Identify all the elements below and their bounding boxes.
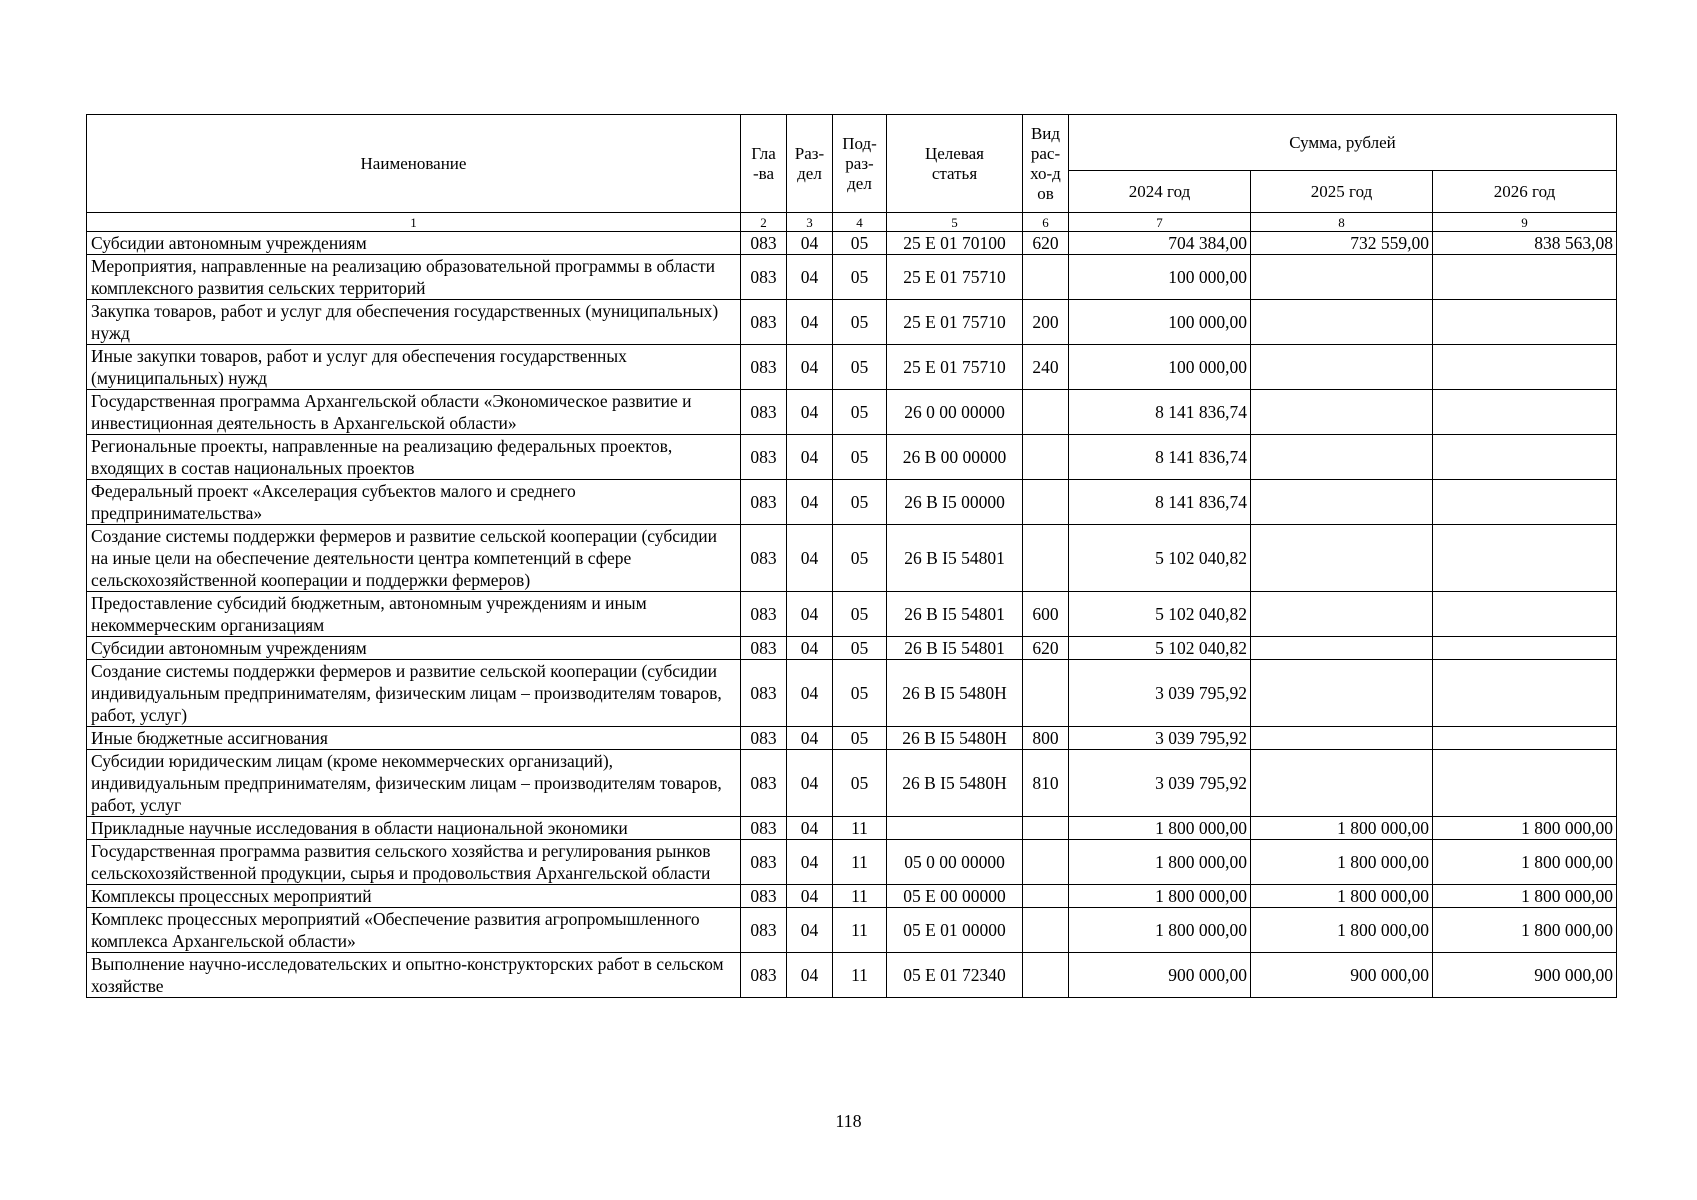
row-name: Мероприятия, направленные на реализацию образовательной программы в области комплексного развития сельских территорий [87,255,741,300]
row-target-article: 26 В 00 00000 [887,435,1023,480]
row-glava: 083 [741,390,787,435]
column-number: 2 [741,213,787,232]
row-sum-2025: 900 000,00 [1251,953,1433,998]
row-expense-type: 800 [1023,727,1069,750]
row-expense-type [1023,908,1069,953]
row-sum-2024: 100 000,00 [1069,255,1251,300]
column-number: 6 [1023,213,1069,232]
row-sum-2026: 900 000,00 [1433,953,1617,998]
table-row [87,637,1617,660]
header-name: Наименование [87,115,741,213]
table-row [87,908,1617,953]
row-glava: 083 [741,255,787,300]
row-target-article: 25 Е 01 75710 [887,255,1023,300]
row-name: Комплексы процессных мероприятий [87,885,741,908]
row-podrazdel: 05 [833,435,887,480]
table-row [87,390,1617,435]
row-sum-2024: 5 102 040,82 [1069,525,1251,592]
row-podrazdel: 11 [833,840,887,885]
row-name: Государственная программа Архангельской области «Экономическое развитие и инвестиционная деятельность в Архангельской области» [87,390,741,435]
row-target-article: 26 В I5 54801 [887,525,1023,592]
row-podrazdel: 05 [833,232,887,255]
row-glava: 083 [741,750,787,817]
row-expense-type: 200 [1023,300,1069,345]
row-expense-type [1023,885,1069,908]
row-name: Иные закупки товаров, работ и услуг для обеспечения государственных (муниципальных) нужд [87,345,741,390]
row-sum-2025: 732 559,00 [1251,232,1433,255]
row-expense-type [1023,255,1069,300]
column-number: 3 [787,213,833,232]
row-sum-2024: 8 141 836,74 [1069,435,1251,480]
row-glava: 083 [741,480,787,525]
header-vid [1023,115,1069,213]
column-number-row [87,213,1617,232]
row-sum-2025 [1251,660,1433,727]
table-row [87,435,1617,480]
row-target-article: 25 Е 01 70100 [887,232,1023,255]
header-year-2026: 2026 год [1433,171,1617,213]
row-sum-2024: 3 039 795,92 [1069,727,1251,750]
row-razdel: 04 [787,232,833,255]
row-sum-2025: 1 800 000,00 [1251,885,1433,908]
table-row [87,885,1617,908]
header-glava [741,115,787,213]
row-expense-type [1023,435,1069,480]
row-podrazdel: 05 [833,300,887,345]
row-target-article: 26 В I5 00000 [887,480,1023,525]
row-razdel: 04 [787,727,833,750]
table-row [87,480,1617,525]
row-sum-2025 [1251,750,1433,817]
row-sum-2026 [1433,390,1617,435]
row-sum-2025 [1251,300,1433,345]
row-glava: 083 [741,300,787,345]
row-podrazdel: 05 [833,637,887,660]
budget-table [86,114,1617,998]
row-sum-2026 [1433,345,1617,390]
header-podrazdel-label: Под-раз-дел [842,133,877,193]
table-row [87,840,1617,885]
row-glava: 083 [741,525,787,592]
row-target-article: 05 0 00 00000 [887,840,1023,885]
row-expense-type: 600 [1023,592,1069,637]
row-podrazdel: 05 [833,525,887,592]
row-target-article: 25 Е 01 75710 [887,300,1023,345]
header-article [887,115,1023,213]
row-glava: 083 [741,885,787,908]
row-glava: 083 [741,637,787,660]
row-glava: 083 [741,840,787,885]
row-sum-2024: 3 039 795,92 [1069,660,1251,727]
row-sum-2025 [1251,592,1433,637]
column-number: 9 [1433,213,1617,232]
row-sum-2026: 1 800 000,00 [1433,908,1617,953]
row-sum-2025 [1251,637,1433,660]
table-body [87,232,1617,998]
row-glava: 083 [741,232,787,255]
row-sum-2025: 1 800 000,00 [1251,817,1433,840]
row-sum-2026 [1433,750,1617,817]
table-row [87,300,1617,345]
row-sum-2025: 1 800 000,00 [1251,840,1433,885]
table-row [87,232,1617,255]
header-podrazdel [833,115,887,213]
row-expense-type: 810 [1023,750,1069,817]
row-sum-2026 [1433,435,1617,480]
row-razdel: 04 [787,908,833,953]
header-sum: Сумма, рублей [1069,115,1617,171]
row-sum-2024: 5 102 040,82 [1069,637,1251,660]
row-name: Субсидии юридическим лицам (кроме некоммерческих организаций), индивидуальным предпринимателям, физическим лицам – производителям товаров, работ, услуг [87,750,741,817]
row-sum-2026: 838 563,08 [1433,232,1617,255]
row-sum-2026: 1 800 000,00 [1433,885,1617,908]
row-sum-2025 [1251,525,1433,592]
row-name: Прикладные научные исследования в области национальной экономики [87,817,741,840]
row-podrazdel: 11 [833,908,887,953]
table-row [87,953,1617,998]
row-sum-2026: 1 800 000,00 [1433,817,1617,840]
row-glava: 083 [741,817,787,840]
row-name: Региональные проекты, направленные на реализацию федеральных проектов, входящих в состав национальных проектов [87,435,741,480]
row-razdel: 04 [787,885,833,908]
row-razdel: 04 [787,953,833,998]
row-razdel: 04 [787,255,833,300]
page-number: 118 [835,1111,862,1131]
row-podrazdel: 11 [833,817,887,840]
row-target-article: 05 Е 01 72340 [887,953,1023,998]
row-sum-2025 [1251,345,1433,390]
table-row [87,255,1617,300]
row-sum-2026 [1433,480,1617,525]
row-sum-2024: 1 800 000,00 [1069,885,1251,908]
row-razdel: 04 [787,817,833,840]
row-name: Комплекс процессных мероприятий «Обеспечение развития агропромышленного комплекса Архангельской области» [87,908,741,953]
row-target-article: 26 В I5 5480Н [887,750,1023,817]
row-razdel: 04 [787,525,833,592]
table-row [87,592,1617,637]
row-sum-2026 [1433,592,1617,637]
row-sum-2024: 1 800 000,00 [1069,840,1251,885]
column-number: 7 [1069,213,1251,232]
row-sum-2026 [1433,255,1617,300]
row-sum-2024: 900 000,00 [1069,953,1251,998]
row-target-article: 05 Е 01 00000 [887,908,1023,953]
row-sum-2026 [1433,525,1617,592]
row-expense-type: 620 [1023,232,1069,255]
row-expense-type [1023,840,1069,885]
row-sum-2026 [1433,727,1617,750]
header-article-label: Целевая статья [924,143,985,183]
row-podrazdel: 05 [833,390,887,435]
row-expense-type [1023,525,1069,592]
row-sum-2026: 1 800 000,00 [1433,840,1617,885]
column-number: 1 [87,213,741,232]
row-name: Предоставление субсидий бюджетным, автономным учреждениям и иным некоммерческим организациям [87,592,741,637]
row-podrazdel: 11 [833,953,887,998]
row-sum-2024: 704 384,00 [1069,232,1251,255]
row-name: Субсидии автономным учреждениям [87,637,741,660]
row-podrazdel: 11 [833,885,887,908]
row-razdel: 04 [787,480,833,525]
row-sum-2024: 8 141 836,74 [1069,480,1251,525]
row-glava: 083 [741,660,787,727]
row-target-article: 25 Е 01 75710 [887,345,1023,390]
row-name: Субсидии автономным учреждениям [87,232,741,255]
row-podrazdel: 05 [833,345,887,390]
row-sum-2025 [1251,727,1433,750]
row-target-article: 26 В I5 54801 [887,637,1023,660]
header-vid-label: Вид рас-хо-дов [1030,123,1061,203]
row-sum-2025 [1251,480,1433,525]
table-row [87,727,1617,750]
row-razdel: 04 [787,637,833,660]
row-name: Федеральный проект «Акселерация субъектов малого и среднего предпринимательства» [87,480,741,525]
row-glava: 083 [741,727,787,750]
row-target-article [887,817,1023,840]
row-sum-2026 [1433,637,1617,660]
row-sum-2024: 5 102 040,82 [1069,592,1251,637]
row-expense-type [1023,390,1069,435]
row-sum-2024: 100 000,00 [1069,300,1251,345]
row-glava: 083 [741,953,787,998]
row-podrazdel: 05 [833,255,887,300]
row-sum-2024: 3 039 795,92 [1069,750,1251,817]
row-sum-2024: 8 141 836,74 [1069,390,1251,435]
row-name: Закупка товаров, работ и услуг для обеспечения государственных (муниципальных) нужд [87,300,741,345]
table-row [87,660,1617,727]
row-expense-type [1023,660,1069,727]
column-number: 4 [833,213,887,232]
row-razdel: 04 [787,345,833,390]
header-glava-label: Гла-ва [751,143,776,183]
row-razdel: 04 [787,390,833,435]
row-name: Государственная программа развития сельского хозяйства и регулирования рынков сельскохозяйственной продукции, сырья и продовольствия Архангельской области [87,840,741,885]
row-glava: 083 [741,435,787,480]
row-podrazdel: 05 [833,592,887,637]
row-sum-2025 [1251,435,1433,480]
row-target-article: 26 В I5 5480Н [887,660,1023,727]
table-row [87,345,1617,390]
row-expense-type [1023,817,1069,840]
row-target-article: 26 В I5 5480Н [887,727,1023,750]
row-sum-2024: 1 800 000,00 [1069,817,1251,840]
row-target-article: 26 0 00 00000 [887,390,1023,435]
table-row [87,750,1617,817]
column-number: 8 [1251,213,1433,232]
row-podrazdel: 05 [833,727,887,750]
row-razdel: 04 [787,435,833,480]
row-razdel: 04 [787,750,833,817]
row-sum-2025 [1251,390,1433,435]
header-razdel [787,115,833,213]
row-name: Создание системы поддержки фермеров и развитие сельской кооперации (субсидии на иные цели на обеспечение деятельности центра компетенций в сфере сельскохозяйственной кооперации и поддержки фермеров) [87,525,741,592]
column-number: 5 [887,213,1023,232]
table-row [87,817,1617,840]
row-podrazdel: 05 [833,660,887,727]
row-podrazdel: 05 [833,750,887,817]
row-glava: 083 [741,345,787,390]
row-razdel: 04 [787,592,833,637]
row-name: Иные бюджетные ассигнования [87,727,741,750]
row-sum-2024: 100 000,00 [1069,345,1251,390]
row-razdel: 04 [787,840,833,885]
row-expense-type [1023,953,1069,998]
row-razdel: 04 [787,660,833,727]
header-year-2025: 2025 год [1251,171,1433,213]
row-sum-2026 [1433,300,1617,345]
header-razdel-label: Раз-дел [794,143,825,183]
row-sum-2025: 1 800 000,00 [1251,908,1433,953]
row-glava: 083 [741,592,787,637]
table-row [87,525,1617,592]
row-podrazdel: 05 [833,480,887,525]
row-name: Выполнение научно-исследовательских и опытно-конструкторских работ в сельском хозяйстве [87,953,741,998]
row-expense-type [1023,480,1069,525]
row-name: Создание системы поддержки фермеров и развитие сельской кооперации (субсидии индивидуальным предпринимателям, физическим лицам – производителям товаров, работ, услуг) [87,660,741,727]
row-expense-type: 620 [1023,637,1069,660]
header-year-2024: 2024 год [1069,171,1251,213]
row-sum-2025 [1251,255,1433,300]
row-expense-type: 240 [1023,345,1069,390]
row-glava: 083 [741,908,787,953]
row-sum-2026 [1433,660,1617,727]
row-target-article: 26 В I5 54801 [887,592,1023,637]
row-sum-2024: 1 800 000,00 [1069,908,1251,953]
row-target-article: 05 Е 00 00000 [887,885,1023,908]
row-razdel: 04 [787,300,833,345]
